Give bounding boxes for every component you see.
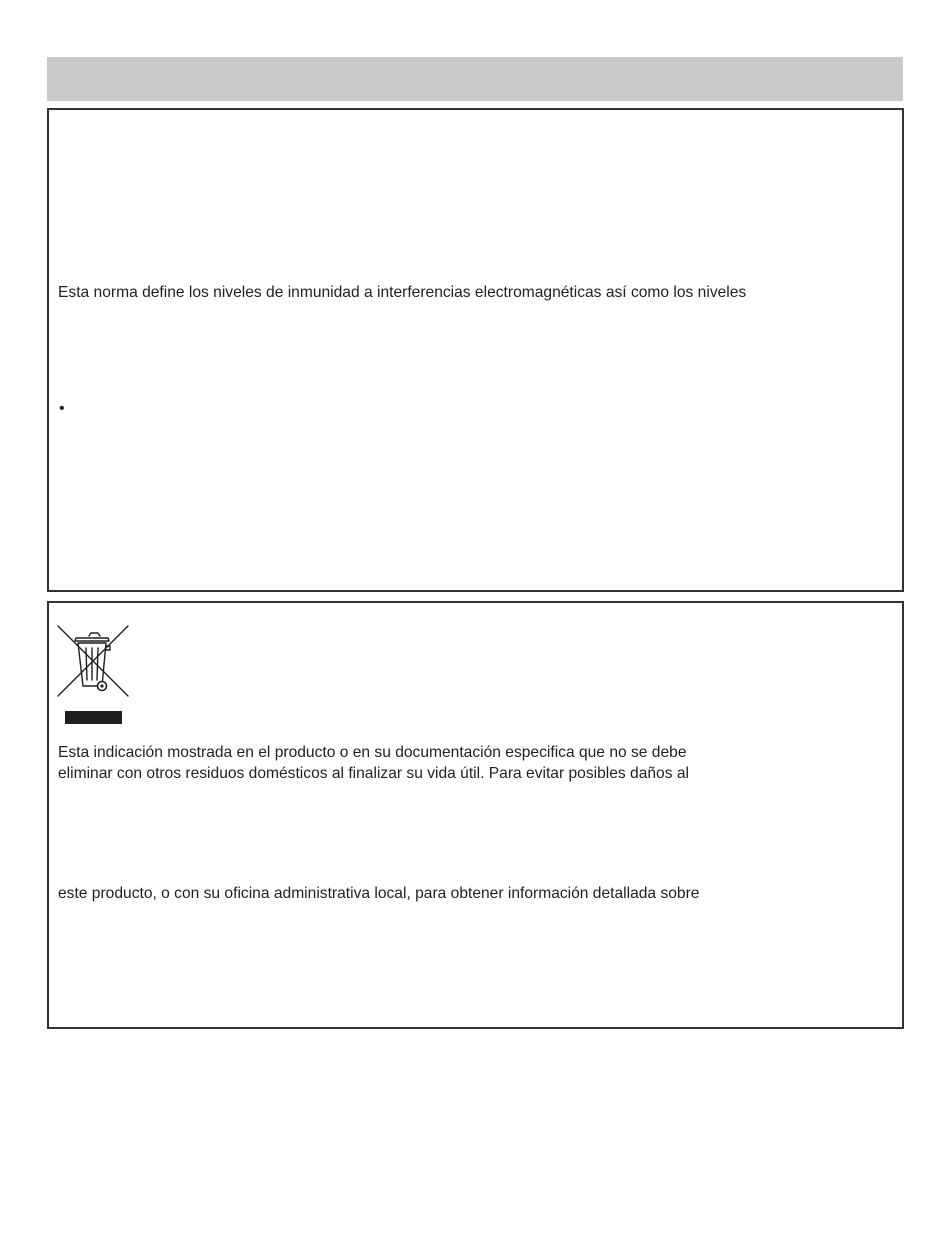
crossed-out-wheelie-bin-icon (56, 624, 130, 698)
weee-marking-bar (65, 711, 122, 724)
section-header-bar (47, 57, 903, 101)
emc-section-box (47, 108, 904, 592)
weee-section-box (47, 601, 904, 1029)
list-bullet: • (59, 400, 65, 417)
emc-standard-text: Esta norma define los niveles de inmunidad a interferencias electromagnéticas así como los niveles (58, 284, 747, 301)
weee-text-line-1: Esta indicación mostrada en el producto o en su documentación especifica que no se debe (58, 744, 687, 761)
weee-text-line-2: eliminar con otros residuos domésticos al finalizar su vida útil. Para evitar posibles daños al (58, 765, 689, 782)
weee-text-line-3: este producto, o con su oficina administrativa local, para obtener información detallada sobre (58, 885, 700, 902)
